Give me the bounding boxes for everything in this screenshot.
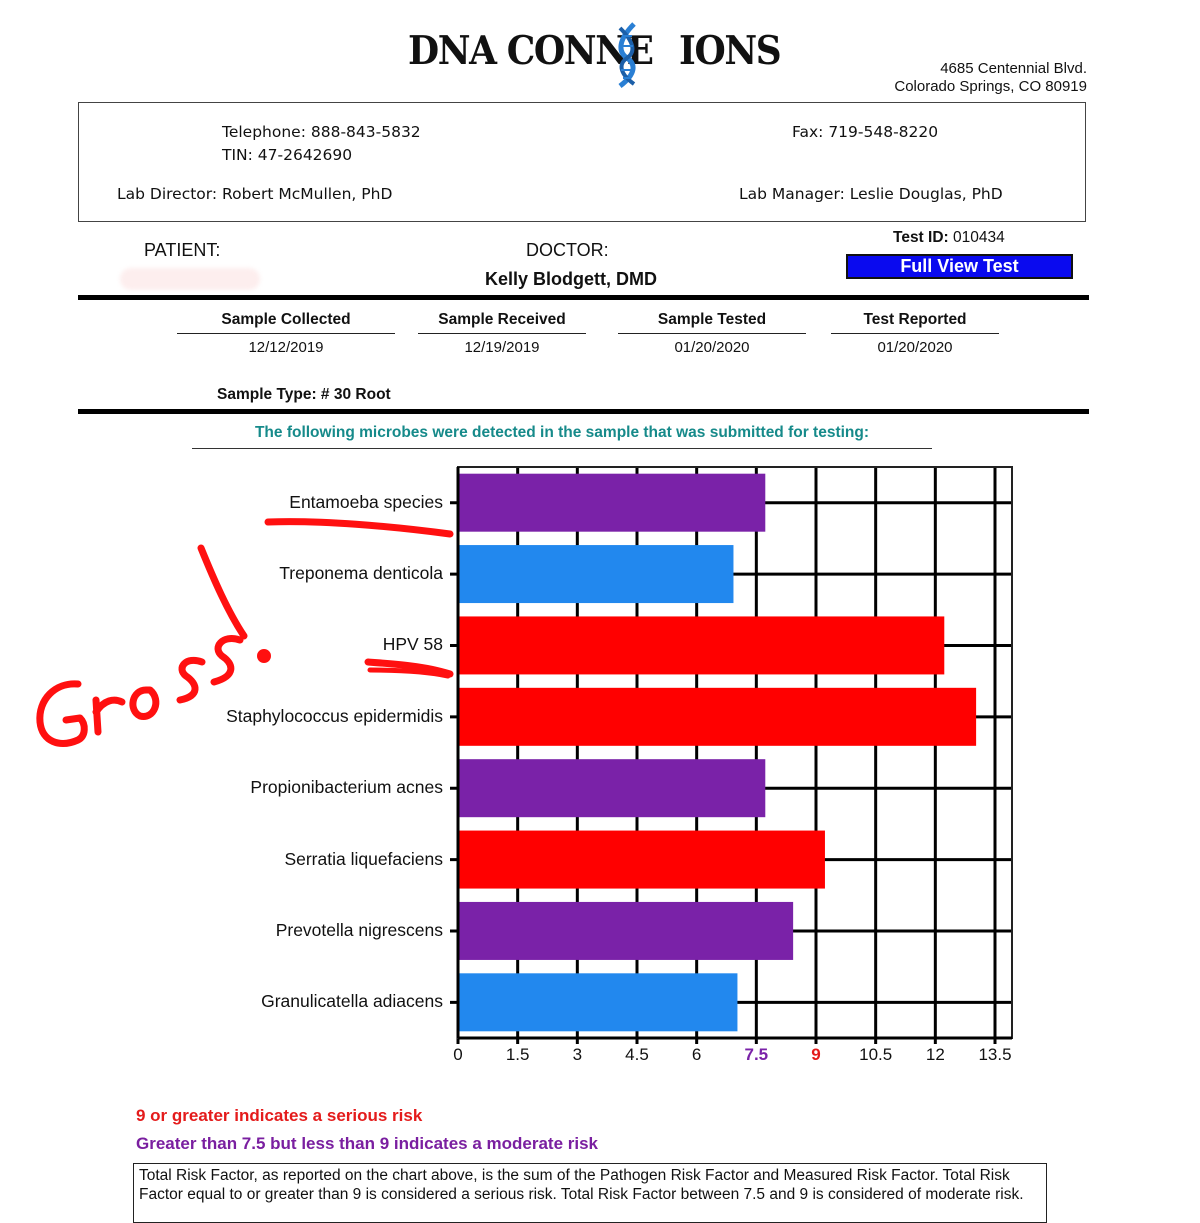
chart-x-tick-label: 12 <box>925 1045 945 1064</box>
lab-director: Lab Director: Robert McMullen, PhD <box>117 185 393 203</box>
legend-moderate-risk: Greater than 7.5 but less than 9 indicates a moderate risk <box>136 1134 599 1153</box>
address-line-1: 4685 Centennial Blvd. <box>940 60 1087 77</box>
date-label: Sample Tested <box>618 311 806 334</box>
test-id-label: Test ID: <box>893 229 949 246</box>
sample-type: Sample Type: # 30 Root <box>217 386 391 403</box>
chart-x-tick-label: 9 <box>811 1045 821 1064</box>
risk-factor-footnote: Total Risk Factor, as reported on the chart above, is the sum of the Pathogen Risk Factor and Measured Risk Factor. Total Risk Factor equal to or greater than 9 is considered a serious risk. Total Risk Factor between 7.5 and 9 is considered of moderate risk. <box>133 1163 1047 1223</box>
lab-manager: Lab Manager: Leslie Douglas, PhD <box>739 185 1003 203</box>
microbes-heading: The following microbes were detected in the sample that was submitted for testing: <box>192 424 932 449</box>
fax: Fax: 719-548-8220 <box>792 123 939 141</box>
date-label: Sample Collected <box>177 311 395 334</box>
chart-bar <box>459 474 765 532</box>
chart-x-tick-label: 3 <box>572 1045 583 1064</box>
telephone: Telephone: 888-843-5832 <box>222 123 421 141</box>
full-view-test-button[interactable]: Full View Test <box>846 254 1073 279</box>
chart-bars <box>459 474 976 1032</box>
chart-category-label: Granulicatella adiacens <box>261 991 443 1012</box>
date-value: 12/12/2019 <box>248 339 324 356</box>
chart-category-label: Propionibacterium acnes <box>250 777 443 798</box>
chart-x-tick-label: 13.5 <box>978 1045 1012 1064</box>
chart-bar <box>459 545 733 603</box>
chart-category-label: HPV 58 <box>382 634 443 655</box>
address-line-2: Colorado Springs, CO 80919 <box>894 78 1087 95</box>
chart-category-label: Treponema denticola <box>279 563 443 584</box>
date-label: Test Reported <box>831 311 999 334</box>
date-value: 01/20/2020 <box>674 339 750 356</box>
chart-bar <box>459 616 944 674</box>
chart-bar <box>459 973 737 1031</box>
doctor-name: Kelly Blodgett, DMD <box>485 269 658 289</box>
chart-bar <box>459 831 825 889</box>
doctor-label: DOCTOR: <box>526 240 609 260</box>
chart-x-tick-label: 4.5 <box>625 1045 649 1064</box>
date-value: 12/19/2019 <box>464 339 540 356</box>
patient-label: PATIENT: <box>144 240 221 260</box>
chart-x-tick-label: 7.5 <box>744 1045 769 1064</box>
chart-x-tick-label: 0 <box>453 1045 463 1064</box>
chart-bar <box>459 759 765 817</box>
chart-x-tick-label: 10.5 <box>859 1045 893 1064</box>
chart-bar <box>459 902 793 960</box>
chart-x-tick-label: 1.5 <box>505 1045 530 1064</box>
chart-category-label: Entamoeba species <box>289 491 443 512</box>
chart-category-label: Prevotella nigrescens <box>275 919 443 940</box>
date-value: 01/20/2020 <box>877 339 953 356</box>
chart-bar <box>459 688 976 746</box>
logo-text-pre: DNA CONNE <box>408 28 653 74</box>
date-label: Sample Received <box>418 311 586 334</box>
logo-text-post: IONS <box>679 28 781 74</box>
legend-serious-risk: 9 or greater indicates a serious risk <box>136 1106 423 1125</box>
chart-x-tick-label: 6 <box>691 1045 702 1064</box>
chart-category-label: Serratia liquefaciens <box>284 848 443 869</box>
chart-category-label: Staphylococcus epidermidis <box>226 705 443 726</box>
test-id-value: 010434 <box>953 229 1005 246</box>
tin: TIN: 47-2642690 <box>222 146 353 164</box>
